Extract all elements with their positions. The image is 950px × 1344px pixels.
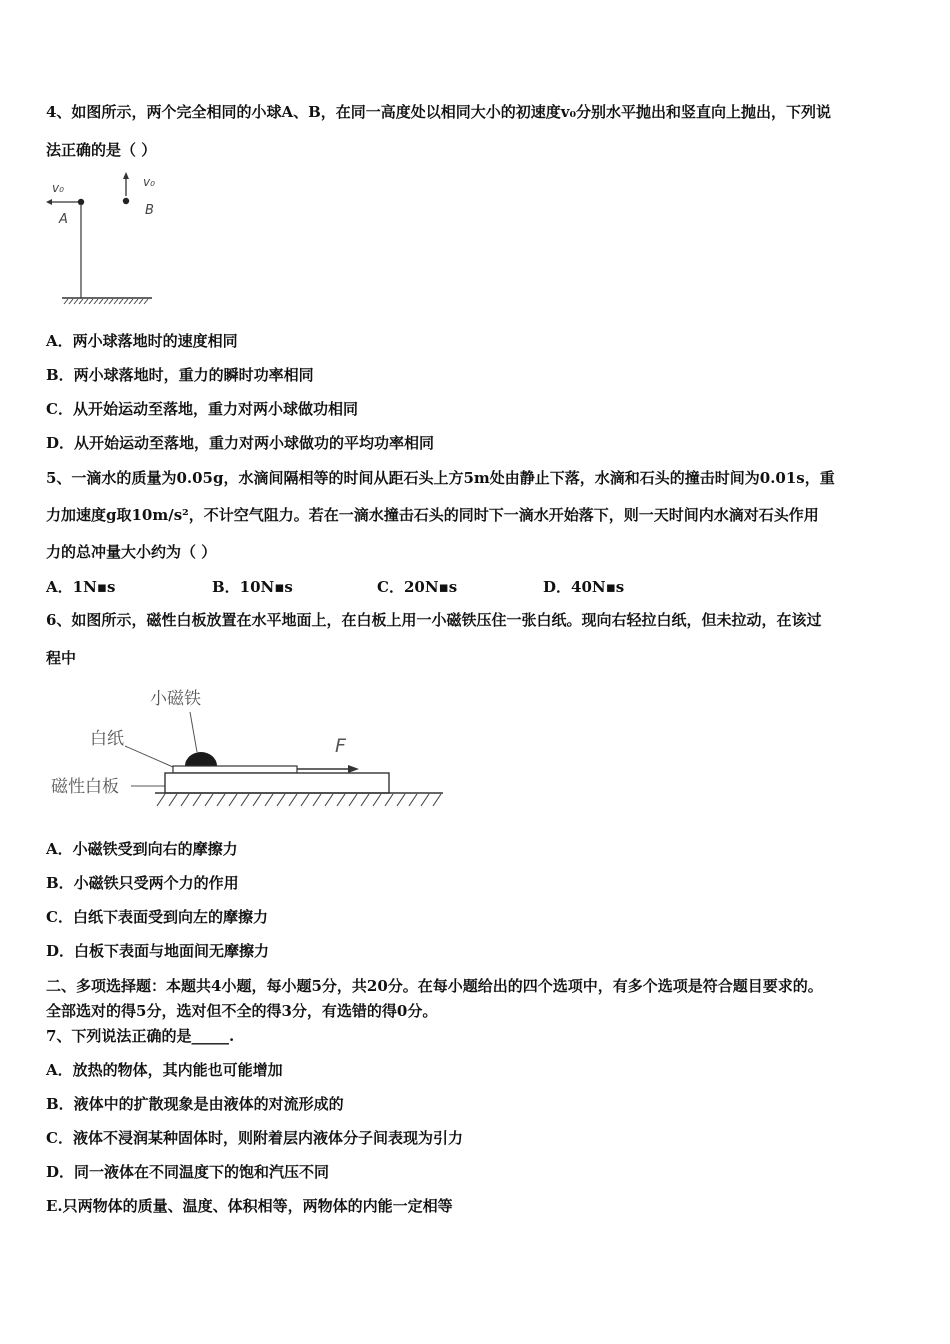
q7-stem: 7、下列说法正确的是_____. — [46, 1027, 235, 1045]
q6-paper — [173, 766, 297, 773]
q6-stem-line2: 程中 — [46, 649, 77, 667]
q7-option-e: E.只两物体的质量、温度、体积相等，两物体的内能一定相等 — [46, 1197, 453, 1215]
q4-figure — [40, 168, 160, 313]
q5-options — [46, 576, 646, 596]
q4-ball-b — [123, 198, 129, 204]
section2-line2: 全部选对的得5分，选对但不全的得3分，有选错的得0分。 — [46, 1002, 438, 1020]
q6-ground-hatch — [157, 794, 441, 806]
q7-option-c: C．液体不浸润某种固体时，则附着层内液体分子间表现为引力 — [46, 1129, 463, 1147]
q5-stem-line2: 力加速度g取10m/s²，不计空气阻力。若在一滴水撞击石头的同时下一滴水开始落下，则一天时间内水滴对石头作用 — [46, 506, 819, 524]
q7-option-d: D．同一液体在不同温度下的饱和汽压不同 — [46, 1163, 330, 1181]
q4-option-a: A．两小球落地时的速度相同 — [46, 332, 238, 350]
q6-stem-line1: 6、如图所示，磁性白板放置在水平地面上，在白板上用一小磁铁压住一张白纸。现向右轻拉白纸，但未拉动，在该过 — [46, 611, 822, 629]
q4-label-v0-b: v₀ — [143, 175, 155, 189]
q6-figure — [45, 680, 450, 815]
q7-option-a: A．放热的物体，其内能也可能增加 — [46, 1061, 283, 1079]
q6-option-b: B．小磁铁只受两个力的作用 — [46, 874, 239, 892]
q6-label-force: F — [335, 735, 346, 757]
q4-option-c: C．从开始运动至落地，重力对两小球做功相同 — [46, 400, 358, 418]
q5-stem-line3: 力的总冲量大小约为（ ） — [46, 543, 217, 561]
q6-leader-magnet — [190, 712, 197, 752]
q5-option-b: B．10N▪s — [212, 578, 293, 596]
q6-label-magnet: 小磁铁 — [150, 689, 201, 709]
q4-arrowhead-a — [46, 199, 52, 205]
q4-option-b: B．两小球落地时，重力的瞬时功率相同 — [46, 366, 314, 384]
q4-label-v0-a: v₀ — [52, 181, 64, 195]
q6-label-paper: 白纸 — [90, 729, 124, 749]
section2-line1: 二、多项选择题：本题共4小题，每小题5分，共20分。在每小题给出的四个选项中，有多个选项是符合题目要求的。 — [46, 977, 823, 995]
q6-option-d: D．白板下表面与地面间无摩擦力 — [46, 942, 270, 960]
q6-magnet — [185, 752, 217, 766]
q4-label-a: A — [59, 212, 68, 227]
q4-label-b: B — [145, 203, 154, 218]
q4-ground-hatch — [64, 299, 148, 304]
q5-option-a: A．1N▪s — [46, 578, 116, 596]
q7-option-b: B．液体中的扩散现象是由液体的对流形成的 — [46, 1095, 344, 1113]
q5-stem-line1: 5、一滴水的质量为0.05g，水滴间隔相等的时间从距石头上方5m处由静止下落，水滴和石头的撞击时间为0.01s，重 — [46, 469, 835, 487]
q6-label-board: 磁性白板 — [51, 777, 119, 797]
q6-leader-paper — [125, 746, 173, 767]
q4-stem-line2: 法正确的是（ ） — [46, 141, 157, 159]
q4-stem-line1: 4、如图所示，两个完全相同的小球A、B，在同一高度处以相同大小的初速度v₀分别水平抛出和竖直向上抛出，下列说 — [46, 103, 832, 121]
q5-option-c: C．20N▪s — [377, 578, 458, 596]
q6-option-c: C．白纸下表面受到向左的摩擦力 — [46, 908, 268, 926]
q6-option-a: A．小磁铁受到向右的摩擦力 — [46, 840, 238, 858]
q4-option-d: D．从开始运动至落地，重力对两小球做功的平均功率相同 — [46, 434, 435, 452]
q4-arrowhead-b — [123, 172, 129, 179]
q5-option-d: D．40N▪s — [543, 578, 625, 596]
q6-board — [165, 773, 389, 793]
q6-force-arrowhead — [348, 765, 359, 773]
